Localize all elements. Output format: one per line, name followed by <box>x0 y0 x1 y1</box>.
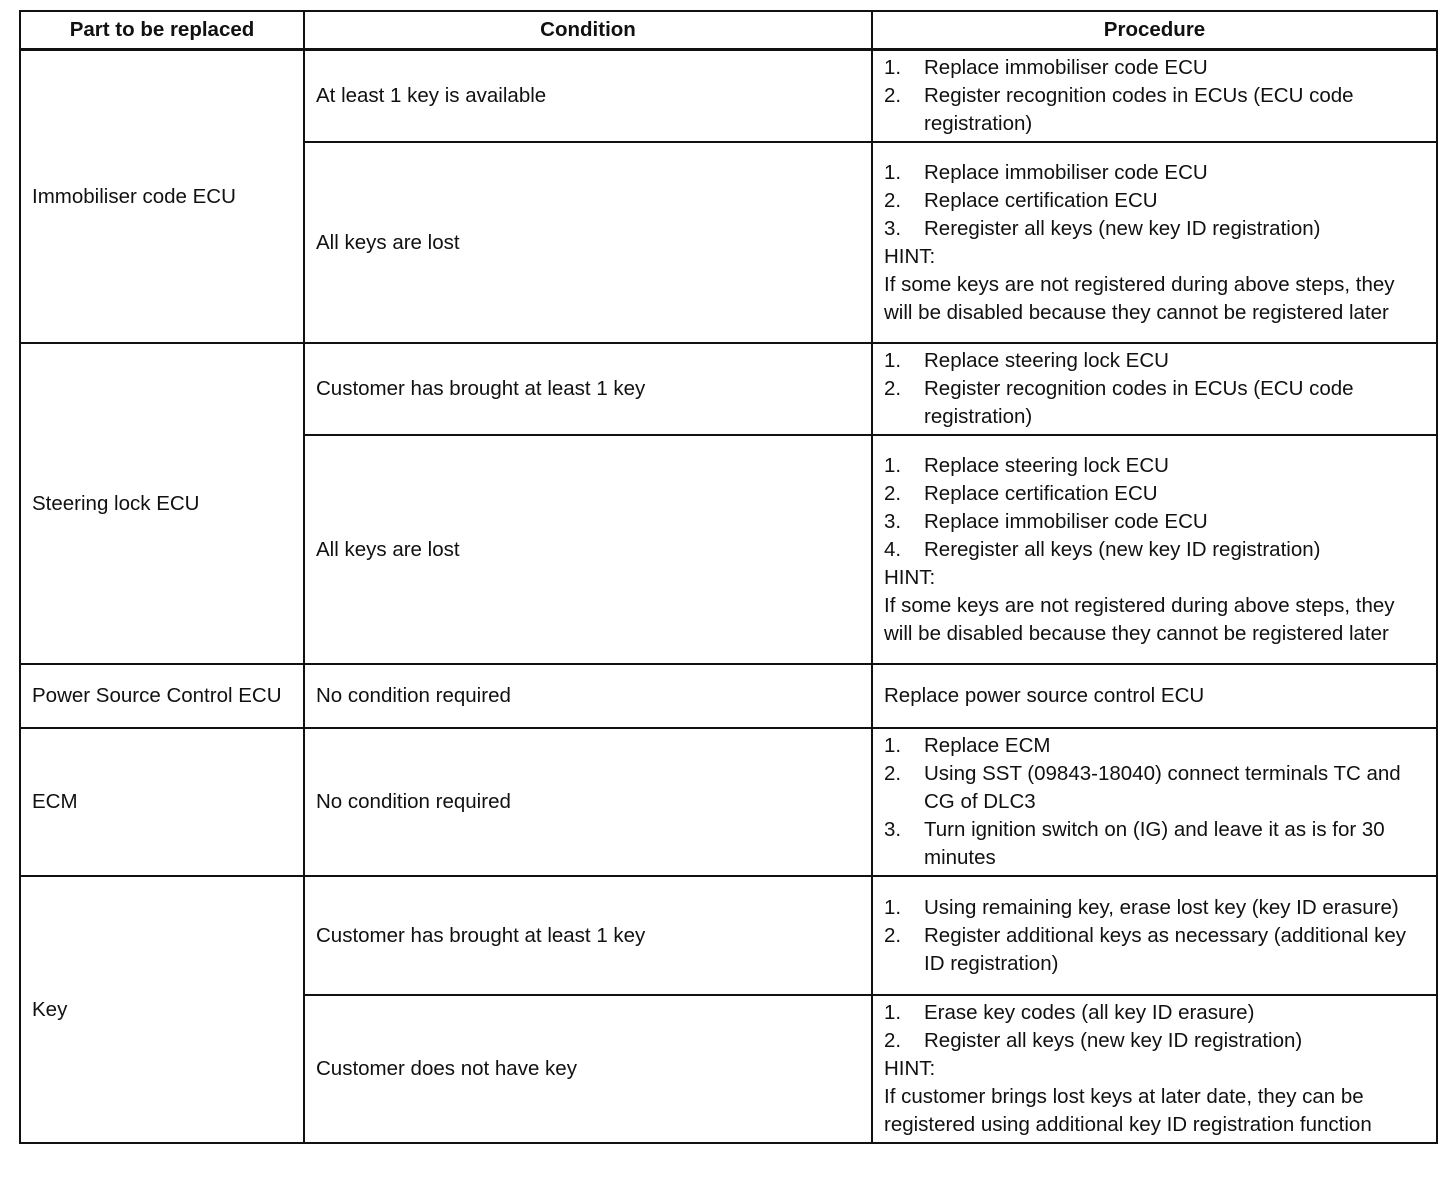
procedure-cell <box>872 343 1437 435</box>
condition-cell: All keys are lost <box>304 435 872 664</box>
procedure-step: 2. Replace certification ECU <box>884 188 1158 212</box>
procedure-step: 2. Register recognition codes in ECUs (ECU code registration) <box>884 84 1354 135</box>
hint-text: If customer brings lost keys at later date, they can be registered using additional key ID registration function <box>884 1085 1372 1136</box>
procedure-step: 1. Replace immobiliser code ECU <box>884 56 1208 79</box>
condition-cell: No condition required <box>304 664 872 728</box>
table-row <box>20 664 1437 728</box>
part-cell: ECM <box>20 728 304 876</box>
procedure-step: 2. Register recognition codes in ECUs (ECU code registration) <box>884 377 1354 428</box>
condition-cell: Customer does not have key <box>304 995 872 1143</box>
procedure-step: 1. Replace steering lock ECU <box>884 453 1169 477</box>
table-row <box>20 876 1437 995</box>
procedure-step: 4. Reregister all keys (new key ID registration) <box>884 537 1321 561</box>
procedure-step: 2. Replace certification ECU <box>884 481 1158 505</box>
hint-label: HINT: <box>884 1057 936 1080</box>
procedure-step: 2. Using SST (09843-18040) connect terminals TC and CG of DLC3 <box>884 762 1401 813</box>
part-cell: Immobiliser code ECU <box>20 50 304 344</box>
replacement-procedure-table <box>19 10 1438 1144</box>
hint-text: If some keys are not registered during above steps, they will be disabled because they cannot be registered later <box>884 272 1395 324</box>
procedure-step: 1. Replace ECM <box>884 734 1051 757</box>
procedure-step: 1. Replace immobiliser code ECU <box>884 160 1208 184</box>
procedure-steps <box>884 999 1426 1055</box>
table-row <box>20 50 1437 143</box>
condition-cell: Customer has brought at least 1 key <box>304 876 872 995</box>
procedure-steps <box>884 452 1426 564</box>
procedure-cell: Replace power source control ECU <box>872 664 1437 728</box>
hint-text: If some keys are not registered during above steps, they will be disabled because they cannot be registered later <box>884 593 1395 645</box>
procedure-steps <box>884 894 1426 978</box>
hint-label: HINT: <box>884 244 936 268</box>
header-condition: Condition <box>304 11 872 50</box>
procedure-steps <box>884 347 1426 431</box>
condition-cell: At least 1 key is available <box>304 50 872 143</box>
condition-cell: No condition required <box>304 728 872 876</box>
procedure-step: 1. Replace steering lock ECU <box>884 349 1169 372</box>
procedure-step: 2. Register additional keys as necessary (additional key ID registration) <box>884 923 1407 975</box>
part-cell: Power Source Control ECU <box>20 664 304 728</box>
procedure-step: 1. Erase key codes (all key ID erasure) <box>884 1001 1255 1024</box>
procedure-steps <box>884 732 1426 872</box>
procedure-cell <box>872 435 1437 664</box>
part-cell: Key <box>20 876 304 1143</box>
condition-cell: All keys are lost <box>304 142 872 343</box>
procedure-steps <box>884 159 1426 243</box>
procedure-cell <box>872 728 1437 876</box>
procedure-step: 3. Turn ignition switch on (IG) and leave it as is for 30 minutes <box>884 818 1385 869</box>
procedure-step: 3. Replace immobiliser code ECU <box>884 509 1208 533</box>
procedure-cell <box>872 995 1437 1143</box>
procedure-step: 2. Register all keys (new key ID registration) <box>884 1029 1303 1052</box>
table-row <box>20 728 1437 876</box>
header-procedure: Procedure <box>872 11 1437 50</box>
table-row <box>20 343 1437 435</box>
procedure-step: 1. Using remaining key, erase lost key (key ID erasure) <box>884 895 1399 919</box>
procedure-steps <box>884 54 1426 138</box>
header-part: Part to be replaced <box>20 11 304 50</box>
hint-label: HINT: <box>884 565 936 589</box>
procedure-step: 3. Reregister all keys (new key ID registration) <box>884 216 1321 240</box>
procedure-cell <box>872 142 1437 343</box>
procedure-cell <box>872 50 1437 143</box>
header-row <box>20 11 1437 50</box>
condition-cell: Customer has brought at least 1 key <box>304 343 872 435</box>
procedure-cell <box>872 876 1437 995</box>
part-cell: Steering lock ECU <box>20 343 304 664</box>
